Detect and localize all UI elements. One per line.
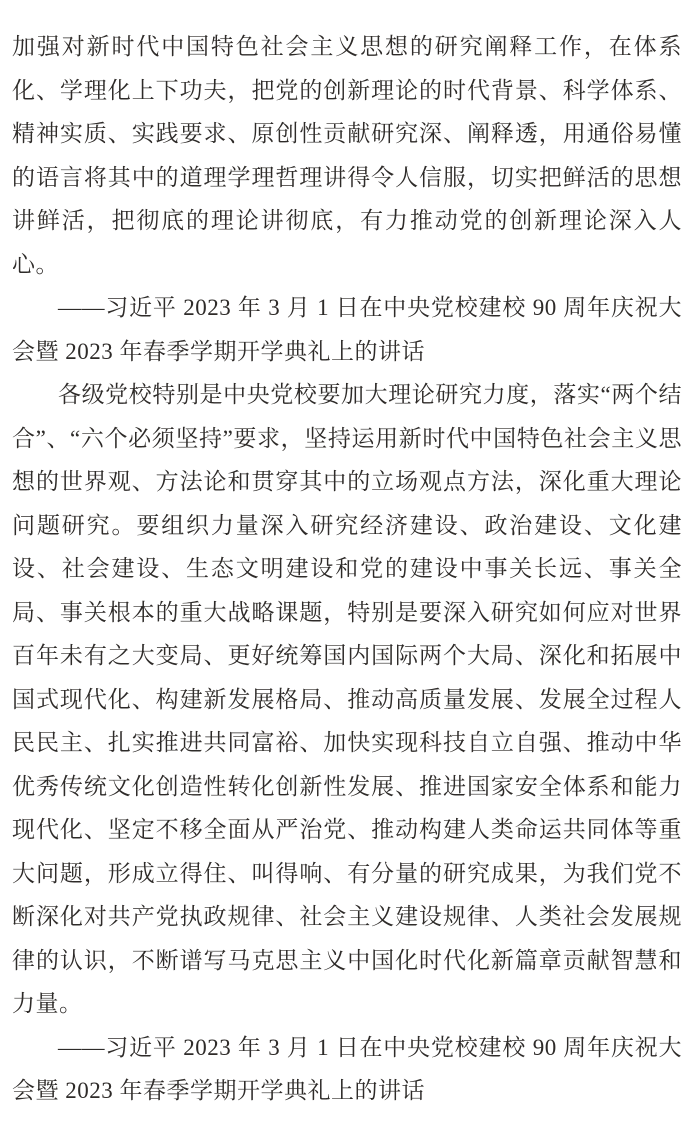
- document-body: [12, 25, 682, 1113]
- attribution-paragraph: ——习近平 2023 年 3 月 1 日在中央党校建校 90 周年庆祝大会暨 2023 年春季学期开学典礼上的讲话: [12, 1034, 682, 1103]
- attribution-paragraph: ——习近平 2023 年 3 月 1 日在中央党校建校 90 周年庆祝大会暨 2023 年春季学期开学典礼上的讲话: [12, 295, 682, 364]
- body-paragraph: 各级党校特别是中央党校要加大理论研究力度，落实“两个结合”、“六个必须坚持”要求，坚持运用新时代中国特色社会主义思想的世界观、方法论和贯穿其中的立场观点方法，深化重大理论问题研究。要组织力量深入研究经济建设、政治建设、文化建设、社会建设、生态文明建设和党的建设中事关长远、事关全局、事关根本的重大战略课题，特别是要深入研究如何应对世界百年未有之大变局、更好统筹国内国际两个大局、深化和拓展中国式现代化、构建新发展格局、推动高质量发展、发展全过程人民民主、扎实推进共同富裕、加快实现科技自立自强、推动中华优秀传统文化创造性转化创新性发展、推进国家安全体系和能力现代化、坚定不移全面从严治党、推动构建人类命运共同体等重大问题，形成立得住、叫得响、有分量的研究成果，为我们党不断深化对共产党执政规律、社会主义建设规律、人类社会发展规律的认识，不断谱写马克思主义中国化时代化新篇章贡献智慧和力量。: [12, 382, 682, 1016]
- body-paragraph: 加强对新时代中国特色社会主义思想的研究阐释工作，在体系化、学理化上下功夫，把党的创新理论的时代背景、科学体系、精神实质、实践要求、原创性贡献研究深、阐释透，用通俗易懂的语言将其中的道理学理哲理讲得令人信服，切实把鲜活的思想讲鲜活，把彻底的理论讲彻底，有力推动党的创新理论深入人心。: [12, 34, 682, 277]
